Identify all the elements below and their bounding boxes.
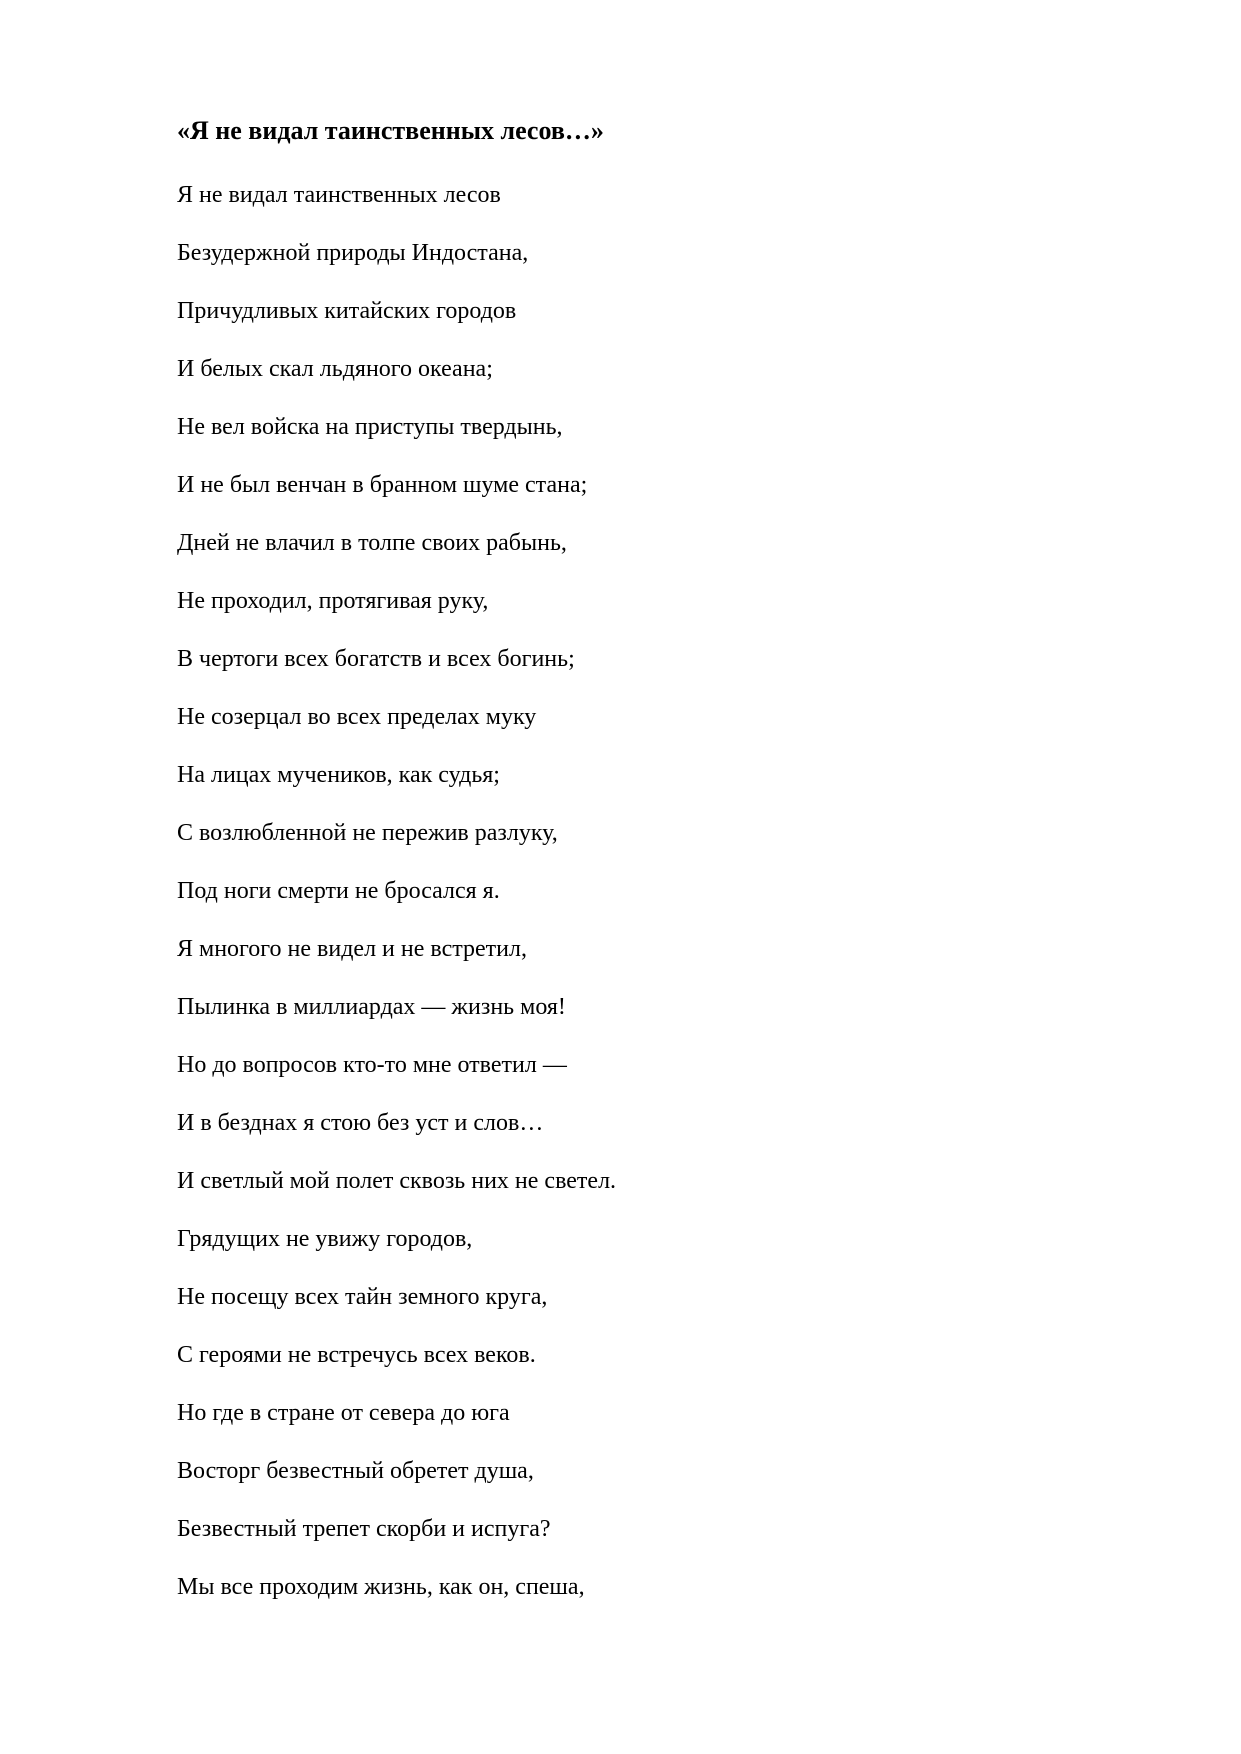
poem-line: Под ноги смерти не бросался я. (177, 878, 500, 904)
poem-lines (177, 178, 616, 1628)
poem-line: И светлый мой полет сквозь них не светел. (177, 1168, 617, 1194)
poem-line: На лицах мучеников, как судья; (177, 762, 500, 788)
poem-line: Но до вопросов кто-то мне ответил — (177, 1052, 567, 1078)
poem-line: Мы все проходим жизнь, как он, спеша, (177, 1574, 585, 1600)
poem-line: Не вел войска на приступы твердынь, (177, 414, 563, 440)
poem-line: Безвестный трепет скорби и испуга? (177, 1516, 551, 1542)
poem-line: С героями не встречусь всех веков. (177, 1342, 536, 1368)
poem-line: Не проходил, протягивая руку, (177, 588, 489, 614)
poem-line: Восторг безвестный обретет душа, (177, 1458, 534, 1484)
poem-line: С возлюбленной не пережив разлуку, (177, 820, 558, 846)
poem-line: Причудливых китайских городов (177, 298, 517, 324)
poem-line: Не созерцал во всех пределах муку (177, 704, 537, 730)
poem-line: Дней не влачил в толпе своих рабынь, (177, 530, 567, 556)
poem-line: Безудержной природы Индостана, (177, 240, 529, 266)
poem-line: И белых скал льдяного океана; (177, 356, 493, 382)
poem-line: Я многого не видел и не встретил, (177, 936, 527, 962)
poem-line: Не посещу всех тайн земного круга, (177, 1284, 548, 1310)
poem-line: Пылинка в миллиардах — жизнь моя! (177, 994, 566, 1020)
poem-title: «Я не видал таинственных лесов…» (177, 116, 604, 145)
poem-line: Грядущих не увижу городов, (177, 1226, 473, 1252)
poem-line: И в безднах я стою без уст и слов… (177, 1110, 544, 1136)
poem-line: Но где в стране от севера до юга (177, 1400, 510, 1426)
poem-line: И не был венчан в бранном шуме стана; (177, 472, 588, 498)
poem-line: В чертоги всех богатств и всех богинь; (177, 646, 575, 672)
poem-line: Я не видал таинственных лесов (177, 182, 501, 208)
